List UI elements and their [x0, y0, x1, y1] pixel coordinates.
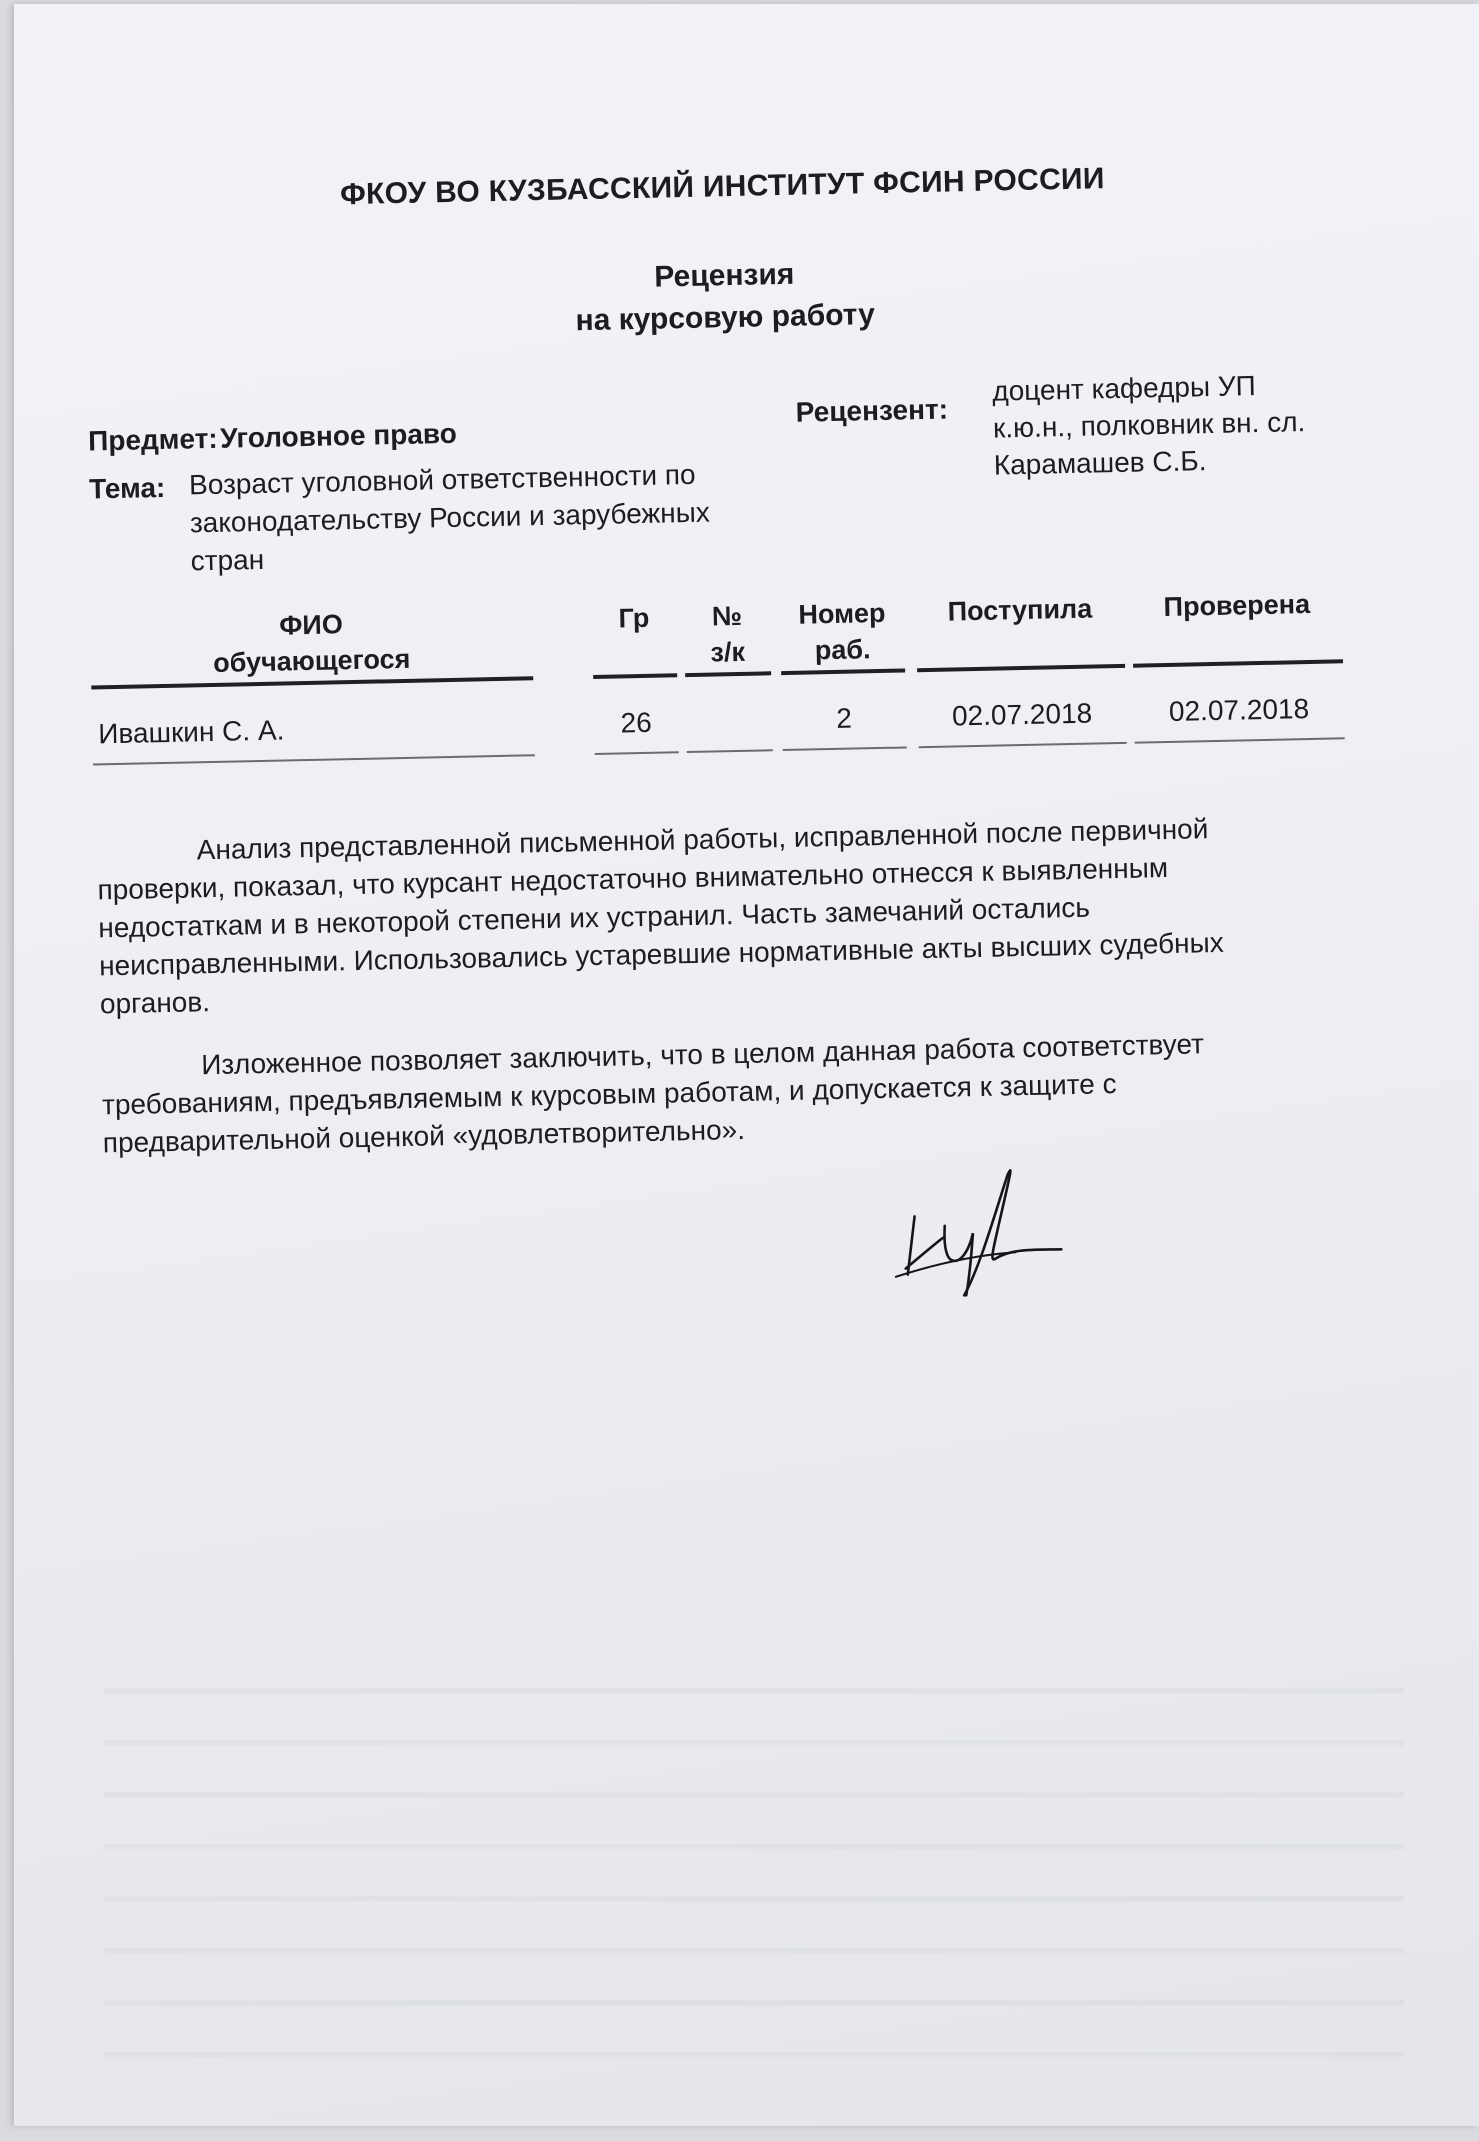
review-paragraph-1: Анализ представленной письменной работы, исправленной после первичной проверки, показал, что курсант недостаточно внимательно отнесся к выявленным недостаткам и в некоторой степени их устранил. Часть замечаний остались неисправленными. Использовались устаревшие нормативные акты высших судебных органов.: [97, 813, 1224, 1020]
header-work-line2: раб.: [814, 634, 871, 666]
header-received: Поступила: [947, 593, 1093, 627]
header-record-line2: з/к: [710, 636, 746, 668]
subject-value: Уголовное право: [219, 417, 458, 454]
subject-label: Предмет:: [87, 422, 218, 457]
header-record: [684, 597, 771, 671]
header-work: [780, 594, 905, 669]
institute-name: ФКОУ ВО КУЗБАССКИЙ ИНСТИТУТ ФСИН РОССИИ: [339, 162, 1106, 212]
header-fio-line1: ФИО: [279, 609, 344, 641]
topic-value: Возраст уголовной ответственности по законодательству России и зарубежных стран: [188, 458, 711, 577]
row-record: [686, 704, 772, 706]
header-fio-line2: обучающегося: [212, 643, 411, 678]
rule-record: [685, 671, 771, 677]
title-line-2: на курсовую работу: [575, 298, 876, 338]
row-rule-checked: [1135, 737, 1345, 743]
title-line-1: Рецензия: [653, 257, 795, 294]
rule-group: [593, 673, 677, 679]
row-rule-work: [783, 746, 907, 751]
header-fio: [90, 602, 533, 683]
document-title: [0, 240, 1465, 355]
header-group: Гр: [618, 602, 650, 634]
header-work-line1: Номер: [798, 597, 886, 630]
review-paragraph-2: Изложенное позволяет заключить, что в целом данная работа соответствует требованиям, предъявляемым к курсовым работам, и допускается к защите с предварительной оценкой «удовлетворительно».: [101, 1028, 1205, 1159]
row-rule-record: [687, 749, 773, 753]
reviewer-name: Карамашев С.Б.: [993, 445, 1207, 481]
row-received: 02.07.2018: [951, 697, 1093, 732]
reviewer-position: доцент кафедры УП: [991, 370, 1257, 407]
rule-checked: [1133, 659, 1343, 667]
topic-label: Тема:: [88, 471, 166, 505]
row-rule-received: [919, 742, 1127, 748]
rule-work: [781, 668, 905, 675]
row-work: 2: [836, 702, 853, 734]
reviewer-rank: к.ю.н., полковник вн. сл.: [992, 406, 1306, 444]
header-checked: Проверена: [1163, 588, 1311, 623]
row-fio: Ивашкин С. А.: [97, 714, 285, 750]
rule-received: [917, 664, 1125, 672]
row-rule-group: [595, 751, 679, 755]
header-record-line1: №: [711, 600, 743, 632]
row-checked: 02.07.2018: [1168, 693, 1310, 727]
row-rule-fio: [93, 754, 535, 765]
reviewer-label: Рецензент:: [795, 393, 949, 428]
reviewer-value: [992, 364, 1414, 484]
reviewer-signature: [883, 1153, 1066, 1307]
row-group: 26: [620, 706, 653, 739]
